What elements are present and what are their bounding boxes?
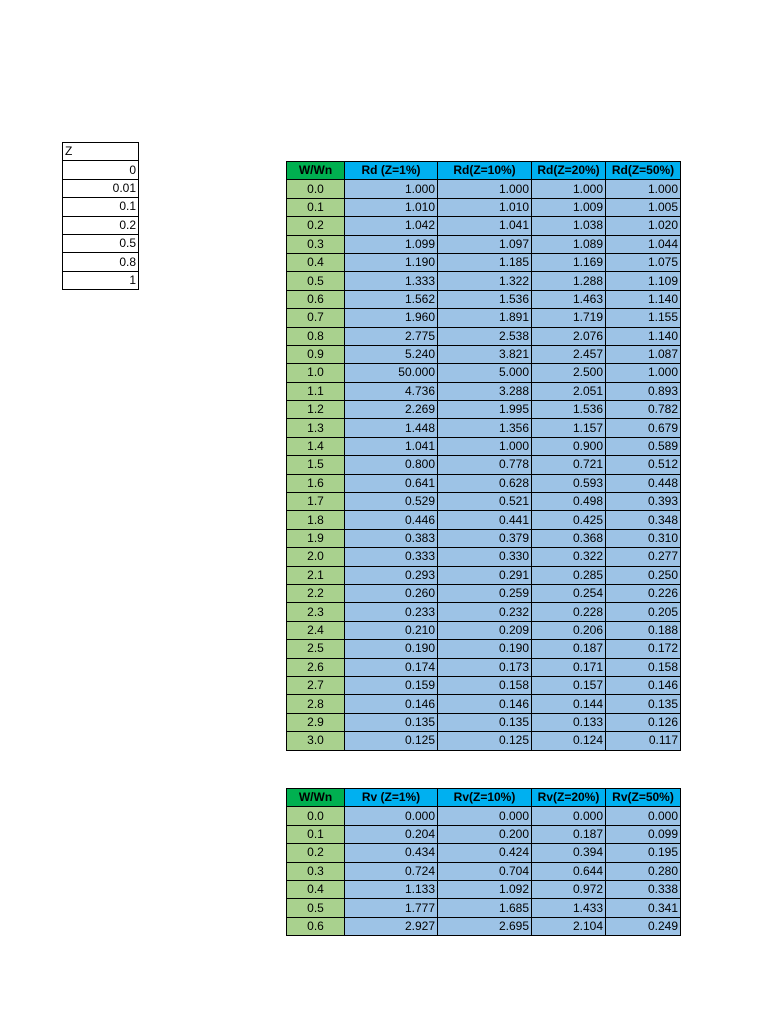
rd-value-cell[interactable]: 0.125 — [345, 732, 438, 750]
rd-value-cell[interactable]: 0.260 — [345, 584, 438, 602]
rd-wwn-cell[interactable]: 2.7 — [287, 676, 345, 694]
rd-value-cell[interactable]: 0.126 — [606, 713, 681, 731]
rd-wwn-cell[interactable]: 2.3 — [287, 603, 345, 621]
z-row — [63, 179, 139, 197]
rd-wwn-cell[interactable]: 2.9 — [287, 713, 345, 731]
rd-value-cell[interactable]: 1.140 — [606, 327, 681, 345]
rd-value-cell[interactable]: 0.210 — [345, 621, 438, 639]
rd-value-cell[interactable]: 0.293 — [345, 566, 438, 584]
rd-value-cell[interactable]: 4.736 — [345, 382, 438, 400]
rd-value-cell[interactable]: 1.185 — [438, 253, 532, 271]
rv-value-cell[interactable]: 1.777 — [345, 899, 438, 917]
rd-value-cell[interactable]: 0.589 — [606, 437, 681, 455]
table-row — [287, 198, 681, 216]
rd-value-cell[interactable]: 0.144 — [532, 695, 606, 713]
rd-value-cell[interactable]: 2.500 — [532, 364, 606, 382]
table-row — [287, 401, 681, 419]
z-value-cell[interactable]: 0.1 — [63, 198, 139, 216]
rv-value-cell[interactable]: 0.704 — [438, 862, 532, 880]
table-row — [287, 899, 681, 917]
rd-value-cell[interactable]: 50.000 — [345, 364, 438, 382]
z-row — [63, 234, 139, 252]
rd-value-cell[interactable]: 1.995 — [438, 401, 532, 419]
table-row — [287, 676, 681, 694]
rd-value-cell[interactable]: 0.190 — [438, 640, 532, 658]
rd-value-cell[interactable]: 0.330 — [438, 548, 532, 566]
rd-value-cell[interactable]: 0.226 — [606, 584, 681, 602]
rd-value-cell[interactable]: 2.076 — [532, 327, 606, 345]
rv-value-cell[interactable]: 0.424 — [438, 844, 532, 862]
rv-wwn-cell[interactable]: 0.6 — [287, 917, 345, 935]
table-row — [287, 713, 681, 731]
rv-value-cell[interactable]: 0.204 — [345, 825, 438, 843]
table-row — [287, 917, 681, 935]
rd-wwn-cell[interactable]: 2.2 — [287, 584, 345, 602]
rd-value-cell[interactable]: 1.719 — [532, 309, 606, 327]
rd-wwn-cell[interactable]: 0.5 — [287, 272, 345, 290]
z-value-cell[interactable]: 0.01 — [63, 179, 139, 197]
rv-wwn-cell[interactable]: 0.1 — [287, 825, 345, 843]
rd-value-cell[interactable]: 0.172 — [606, 640, 681, 658]
rd-value-cell[interactable]: 0.333 — [345, 548, 438, 566]
table-row — [287, 603, 681, 621]
rd-table — [286, 161, 681, 751]
rd-value-cell[interactable]: 0.125 — [438, 732, 532, 750]
z-header-row — [63, 143, 139, 161]
rd-value-cell[interactable]: 0.425 — [532, 511, 606, 529]
rd-value-cell[interactable]: 1.536 — [438, 290, 532, 308]
rv-wwn-cell[interactable]: 0.2 — [287, 844, 345, 862]
rv-value-cell[interactable]: 0.000 — [606, 807, 681, 825]
rd-value-cell[interactable]: 2.775 — [345, 327, 438, 345]
rv-header-cell[interactable]: Rv (Z=1%) — [345, 789, 438, 807]
rd-value-cell[interactable]: 1.020 — [606, 217, 681, 235]
rd-value-cell[interactable]: 0.379 — [438, 529, 532, 547]
rd-value-cell[interactable]: 0.158 — [438, 676, 532, 694]
table-row — [287, 880, 681, 898]
rd-value-cell[interactable]: 1.562 — [345, 290, 438, 308]
rd-value-cell[interactable]: 1.960 — [345, 309, 438, 327]
rv-value-cell[interactable]: 0.280 — [606, 862, 681, 880]
z-value-cell[interactable]: 0.8 — [63, 253, 139, 271]
table-row — [287, 290, 681, 308]
rd-wwn-cell[interactable]: 2.8 — [287, 695, 345, 713]
rd-value-cell[interactable]: 1.010 — [438, 198, 532, 216]
rd-wwn-cell[interactable]: 0.6 — [287, 290, 345, 308]
table-row — [287, 807, 681, 825]
table-row — [287, 732, 681, 750]
rd-value-cell[interactable]: 1.000 — [345, 180, 438, 198]
table-row — [287, 695, 681, 713]
rd-value-cell[interactable]: 1.041 — [345, 437, 438, 455]
rd-value-cell[interactable]: 0.322 — [532, 548, 606, 566]
rd-wwn-cell[interactable]: 2.4 — [287, 621, 345, 639]
table-row — [287, 253, 681, 271]
rv-value-cell[interactable]: 0.249 — [606, 917, 681, 935]
rd-value-cell[interactable]: 1.448 — [345, 419, 438, 437]
rd-value-cell[interactable]: 0.135 — [438, 713, 532, 731]
rd-value-cell[interactable]: 0.133 — [532, 713, 606, 731]
table-row — [287, 419, 681, 437]
rd-wwn-cell[interactable]: 3.0 — [287, 732, 345, 750]
rd-value-cell[interactable]: 1.000 — [438, 180, 532, 198]
table-row — [287, 235, 681, 253]
rd-value-cell[interactable]: 1.000 — [606, 364, 681, 382]
rv-table — [286, 788, 681, 936]
rd-value-cell[interactable]: 0.173 — [438, 658, 532, 676]
rd-value-cell[interactable]: 2.051 — [532, 382, 606, 400]
rv-value-cell[interactable]: 0.099 — [606, 825, 681, 843]
rd-value-cell[interactable]: 0.778 — [438, 456, 532, 474]
rd-value-cell[interactable]: 2.457 — [532, 345, 606, 363]
rv-header-cell[interactable]: Rv(Z=20%) — [532, 789, 606, 807]
rd-value-cell[interactable]: 0.206 — [532, 621, 606, 639]
rd-value-cell[interactable]: 0.277 — [606, 548, 681, 566]
rv-value-cell[interactable]: 1.133 — [345, 880, 438, 898]
rd-header-cell[interactable]: Rd (Z=1%) — [345, 162, 438, 180]
rd-wwn-cell[interactable]: 1.5 — [287, 456, 345, 474]
rd-value-cell[interactable]: 0.721 — [532, 456, 606, 474]
rd-wwn-cell[interactable]: 2.0 — [287, 548, 345, 566]
rv-value-cell[interactable]: 1.092 — [438, 880, 532, 898]
table-row — [287, 364, 681, 382]
rd-wwn-cell[interactable]: 0.2 — [287, 217, 345, 235]
rv-header-row — [287, 789, 681, 807]
rd-value-cell[interactable]: 0.205 — [606, 603, 681, 621]
rd-value-cell[interactable]: 0.900 — [532, 437, 606, 455]
rd-value-cell[interactable]: 0.441 — [438, 511, 532, 529]
rd-wwn-cell[interactable]: 1.4 — [287, 437, 345, 455]
rd-wwn-cell[interactable]: 0.4 — [287, 253, 345, 271]
rv-value-cell[interactable]: 0.434 — [345, 844, 438, 862]
table-row — [287, 621, 681, 639]
rd-value-cell[interactable]: 0.393 — [606, 493, 681, 511]
rd-value-cell[interactable]: 0.383 — [345, 529, 438, 547]
table-row — [287, 180, 681, 198]
rd-value-cell[interactable]: 0.448 — [606, 474, 681, 492]
rv-header-cell[interactable]: Rv(Z=10%) — [438, 789, 532, 807]
rv-value-cell[interactable]: 0.341 — [606, 899, 681, 917]
table-row — [287, 658, 681, 676]
rd-value-cell[interactable]: 1.140 — [606, 290, 681, 308]
rd-value-cell[interactable]: 0.285 — [532, 566, 606, 584]
rd-value-cell[interactable]: 0.498 — [532, 493, 606, 511]
rd-value-cell[interactable]: 0.146 — [606, 676, 681, 694]
rd-value-cell[interactable]: 0.158 — [606, 658, 681, 676]
table-row — [287, 345, 681, 363]
z-value-cell[interactable]: 0.2 — [63, 216, 139, 234]
rd-value-cell[interactable]: 1.097 — [438, 235, 532, 253]
table-row — [287, 862, 681, 880]
z-row — [63, 253, 139, 271]
rd-value-cell[interactable]: 0.146 — [438, 695, 532, 713]
rv-value-cell[interactable]: 0.187 — [532, 825, 606, 843]
rd-value-cell[interactable]: 0.157 — [532, 676, 606, 694]
rd-wwn-cell[interactable]: 1.3 — [287, 419, 345, 437]
rd-value-cell[interactable]: 2.269 — [345, 401, 438, 419]
rv-value-cell[interactable]: 0.000 — [345, 807, 438, 825]
rd-wwn-cell[interactable]: 0.0 — [287, 180, 345, 198]
table-row — [287, 511, 681, 529]
rd-value-cell[interactable]: 1.891 — [438, 309, 532, 327]
rd-value-cell[interactable]: 3.821 — [438, 345, 532, 363]
rv-value-cell[interactable]: 1.685 — [438, 899, 532, 917]
rd-value-cell[interactable]: 0.368 — [532, 529, 606, 547]
rd-value-cell[interactable]: 0.641 — [345, 474, 438, 492]
rv-value-cell[interactable]: 0.200 — [438, 825, 532, 843]
rd-value-cell[interactable]: 0.190 — [345, 640, 438, 658]
rd-value-cell[interactable]: 1.089 — [532, 235, 606, 253]
rd-value-cell[interactable]: 1.075 — [606, 253, 681, 271]
rd-value-cell[interactable]: 5.000 — [438, 364, 532, 382]
rv-value-cell[interactable]: 2.695 — [438, 917, 532, 935]
rd-value-cell[interactable]: 5.240 — [345, 345, 438, 363]
rd-value-cell[interactable]: 0.135 — [606, 695, 681, 713]
rd-value-cell[interactable]: 0.209 — [438, 621, 532, 639]
table-row — [287, 584, 681, 602]
rd-value-cell[interactable]: 0.171 — [532, 658, 606, 676]
rd-wwn-cell[interactable]: 2.1 — [287, 566, 345, 584]
rv-header-cell[interactable]: W/Wn — [287, 789, 345, 807]
rd-value-cell[interactable]: 1.190 — [345, 253, 438, 271]
rd-wwn-cell[interactable]: 1.2 — [287, 401, 345, 419]
rd-wwn-cell[interactable]: 0.1 — [287, 198, 345, 216]
z-row — [63, 216, 139, 234]
z-value-cell[interactable]: 0 — [63, 161, 139, 179]
rv-value-cell[interactable]: 0.394 — [532, 844, 606, 862]
rd-value-cell[interactable]: 1.005 — [606, 198, 681, 216]
rv-wwn-cell[interactable]: 0.3 — [287, 862, 345, 880]
rv-value-cell[interactable]: 0.195 — [606, 844, 681, 862]
rd-value-cell[interactable]: 0.232 — [438, 603, 532, 621]
rd-value-cell[interactable]: 1.000 — [438, 437, 532, 455]
rd-wwn-cell[interactable]: 0.3 — [287, 235, 345, 253]
rd-wwn-cell[interactable]: 1.6 — [287, 474, 345, 492]
rd-value-cell[interactable]: 0.446 — [345, 511, 438, 529]
table-row — [287, 272, 681, 290]
table-row — [287, 529, 681, 547]
rd-value-cell[interactable]: 1.109 — [606, 272, 681, 290]
rd-wwn-cell[interactable]: 1.8 — [287, 511, 345, 529]
rd-value-cell[interactable]: 0.188 — [606, 621, 681, 639]
rd-value-cell[interactable]: 0.800 — [345, 456, 438, 474]
rd-value-cell[interactable]: 0.135 — [345, 713, 438, 731]
rd-wwn-cell[interactable]: 1.9 — [287, 529, 345, 547]
z-header-cell[interactable]: Z — [63, 143, 139, 161]
rd-value-cell[interactable]: 0.348 — [606, 511, 681, 529]
rd-value-cell[interactable]: 0.259 — [438, 584, 532, 602]
rd-value-cell[interactable]: 0.117 — [606, 732, 681, 750]
rd-value-cell[interactable]: 1.356 — [438, 419, 532, 437]
rd-value-cell[interactable]: 1.044 — [606, 235, 681, 253]
rd-value-cell[interactable]: 0.512 — [606, 456, 681, 474]
rd-header-row — [287, 162, 681, 180]
rd-value-cell[interactable]: 0.529 — [345, 493, 438, 511]
z-value-cell[interactable]: 1 — [63, 271, 139, 289]
rd-wwn-cell[interactable]: 1.7 — [287, 493, 345, 511]
rd-value-cell[interactable]: 0.593 — [532, 474, 606, 492]
rd-header-cell[interactable]: Rd(Z=10%) — [438, 162, 532, 180]
rd-value-cell[interactable]: 0.679 — [606, 419, 681, 437]
rd-wwn-cell[interactable]: 0.7 — [287, 309, 345, 327]
rd-value-cell[interactable]: 0.187 — [532, 640, 606, 658]
rd-value-cell[interactable]: 1.333 — [345, 272, 438, 290]
rd-wwn-cell[interactable]: 2.5 — [287, 640, 345, 658]
rd-value-cell[interactable]: 1.087 — [606, 345, 681, 363]
table-row — [287, 844, 681, 862]
rd-value-cell[interactable]: 1.000 — [532, 180, 606, 198]
rv-value-cell[interactable]: 2.927 — [345, 917, 438, 935]
rd-value-cell[interactable]: 1.099 — [345, 235, 438, 253]
rd-value-cell[interactable]: 1.155 — [606, 309, 681, 327]
rd-value-cell[interactable]: 1.157 — [532, 419, 606, 437]
z-row — [63, 271, 139, 289]
table-row — [287, 217, 681, 235]
rd-value-cell[interactable]: 1.536 — [532, 401, 606, 419]
rd-header-cell[interactable]: Rd(Z=20%) — [532, 162, 606, 180]
z-value-cell[interactable]: 0.5 — [63, 234, 139, 252]
rv-value-cell[interactable]: 0.724 — [345, 862, 438, 880]
table-row — [287, 493, 681, 511]
z-values-list — [62, 142, 139, 290]
z-row — [63, 198, 139, 216]
rd-value-cell[interactable]: 1.463 — [532, 290, 606, 308]
table-row — [287, 456, 681, 474]
rd-wwn-cell[interactable]: 0.8 — [287, 327, 345, 345]
table-row — [287, 382, 681, 400]
rd-value-cell[interactable]: 0.146 — [345, 695, 438, 713]
rd-value-cell[interactable]: 1.322 — [438, 272, 532, 290]
rd-value-cell[interactable]: 2.538 — [438, 327, 532, 345]
rd-value-cell[interactable]: 0.782 — [606, 401, 681, 419]
rv-value-cell[interactable]: 1.433 — [532, 899, 606, 917]
rd-value-cell[interactable]: 0.628 — [438, 474, 532, 492]
table-row — [287, 437, 681, 455]
rv-header-cell[interactable]: Rv(Z=50%) — [606, 789, 681, 807]
rd-header-cell[interactable]: W/Wn — [287, 162, 345, 180]
table-row — [287, 566, 681, 584]
rd-value-cell[interactable]: 0.228 — [532, 603, 606, 621]
table-row — [287, 309, 681, 327]
rv-value-cell[interactable]: 0.000 — [532, 807, 606, 825]
rd-value-cell[interactable]: 0.893 — [606, 382, 681, 400]
rv-value-cell[interactable]: 0.000 — [438, 807, 532, 825]
rd-value-cell[interactable]: 1.288 — [532, 272, 606, 290]
rd-value-cell[interactable]: 1.000 — [606, 180, 681, 198]
rd-value-cell[interactable]: 1.010 — [345, 198, 438, 216]
rd-wwn-cell[interactable]: 1.0 — [287, 364, 345, 382]
rv-wwn-cell[interactable]: 0.4 — [287, 880, 345, 898]
rv-value-cell[interactable]: 2.104 — [532, 917, 606, 935]
rd-value-cell[interactable]: 0.254 — [532, 584, 606, 602]
rd-value-cell[interactable]: 0.159 — [345, 676, 438, 694]
rd-value-cell[interactable]: 0.521 — [438, 493, 532, 511]
rd-value-cell[interactable]: 1.041 — [438, 217, 532, 235]
rd-value-cell[interactable]: 0.174 — [345, 658, 438, 676]
table-row — [287, 548, 681, 566]
rd-value-cell[interactable]: 0.233 — [345, 603, 438, 621]
rv-wwn-cell[interactable]: 0.0 — [287, 807, 345, 825]
rd-wwn-cell[interactable]: 0.9 — [287, 345, 345, 363]
rv-value-cell[interactable]: 0.644 — [532, 862, 606, 880]
table-row — [287, 640, 681, 658]
table-row — [287, 327, 681, 345]
rd-value-cell[interactable]: 1.038 — [532, 217, 606, 235]
z-row — [63, 161, 139, 179]
rd-value-cell[interactable]: 3.288 — [438, 382, 532, 400]
table-row — [287, 825, 681, 843]
rd-wwn-cell[interactable]: 2.6 — [287, 658, 345, 676]
rv-value-cell[interactable]: 0.972 — [532, 880, 606, 898]
rd-value-cell[interactable]: 0.250 — [606, 566, 681, 584]
rd-value-cell[interactable]: 0.291 — [438, 566, 532, 584]
rd-value-cell[interactable]: 0.310 — [606, 529, 681, 547]
rd-value-cell[interactable]: 1.042 — [345, 217, 438, 235]
rv-value-cell[interactable]: 0.338 — [606, 880, 681, 898]
rd-header-cell[interactable]: Rd(Z=50%) — [606, 162, 681, 180]
rd-value-cell[interactable]: 1.169 — [532, 253, 606, 271]
rv-wwn-cell[interactable]: 0.5 — [287, 899, 345, 917]
rd-value-cell[interactable]: 1.009 — [532, 198, 606, 216]
rd-value-cell[interactable]: 0.124 — [532, 732, 606, 750]
table-row — [287, 474, 681, 492]
rd-wwn-cell[interactable]: 1.1 — [287, 382, 345, 400]
